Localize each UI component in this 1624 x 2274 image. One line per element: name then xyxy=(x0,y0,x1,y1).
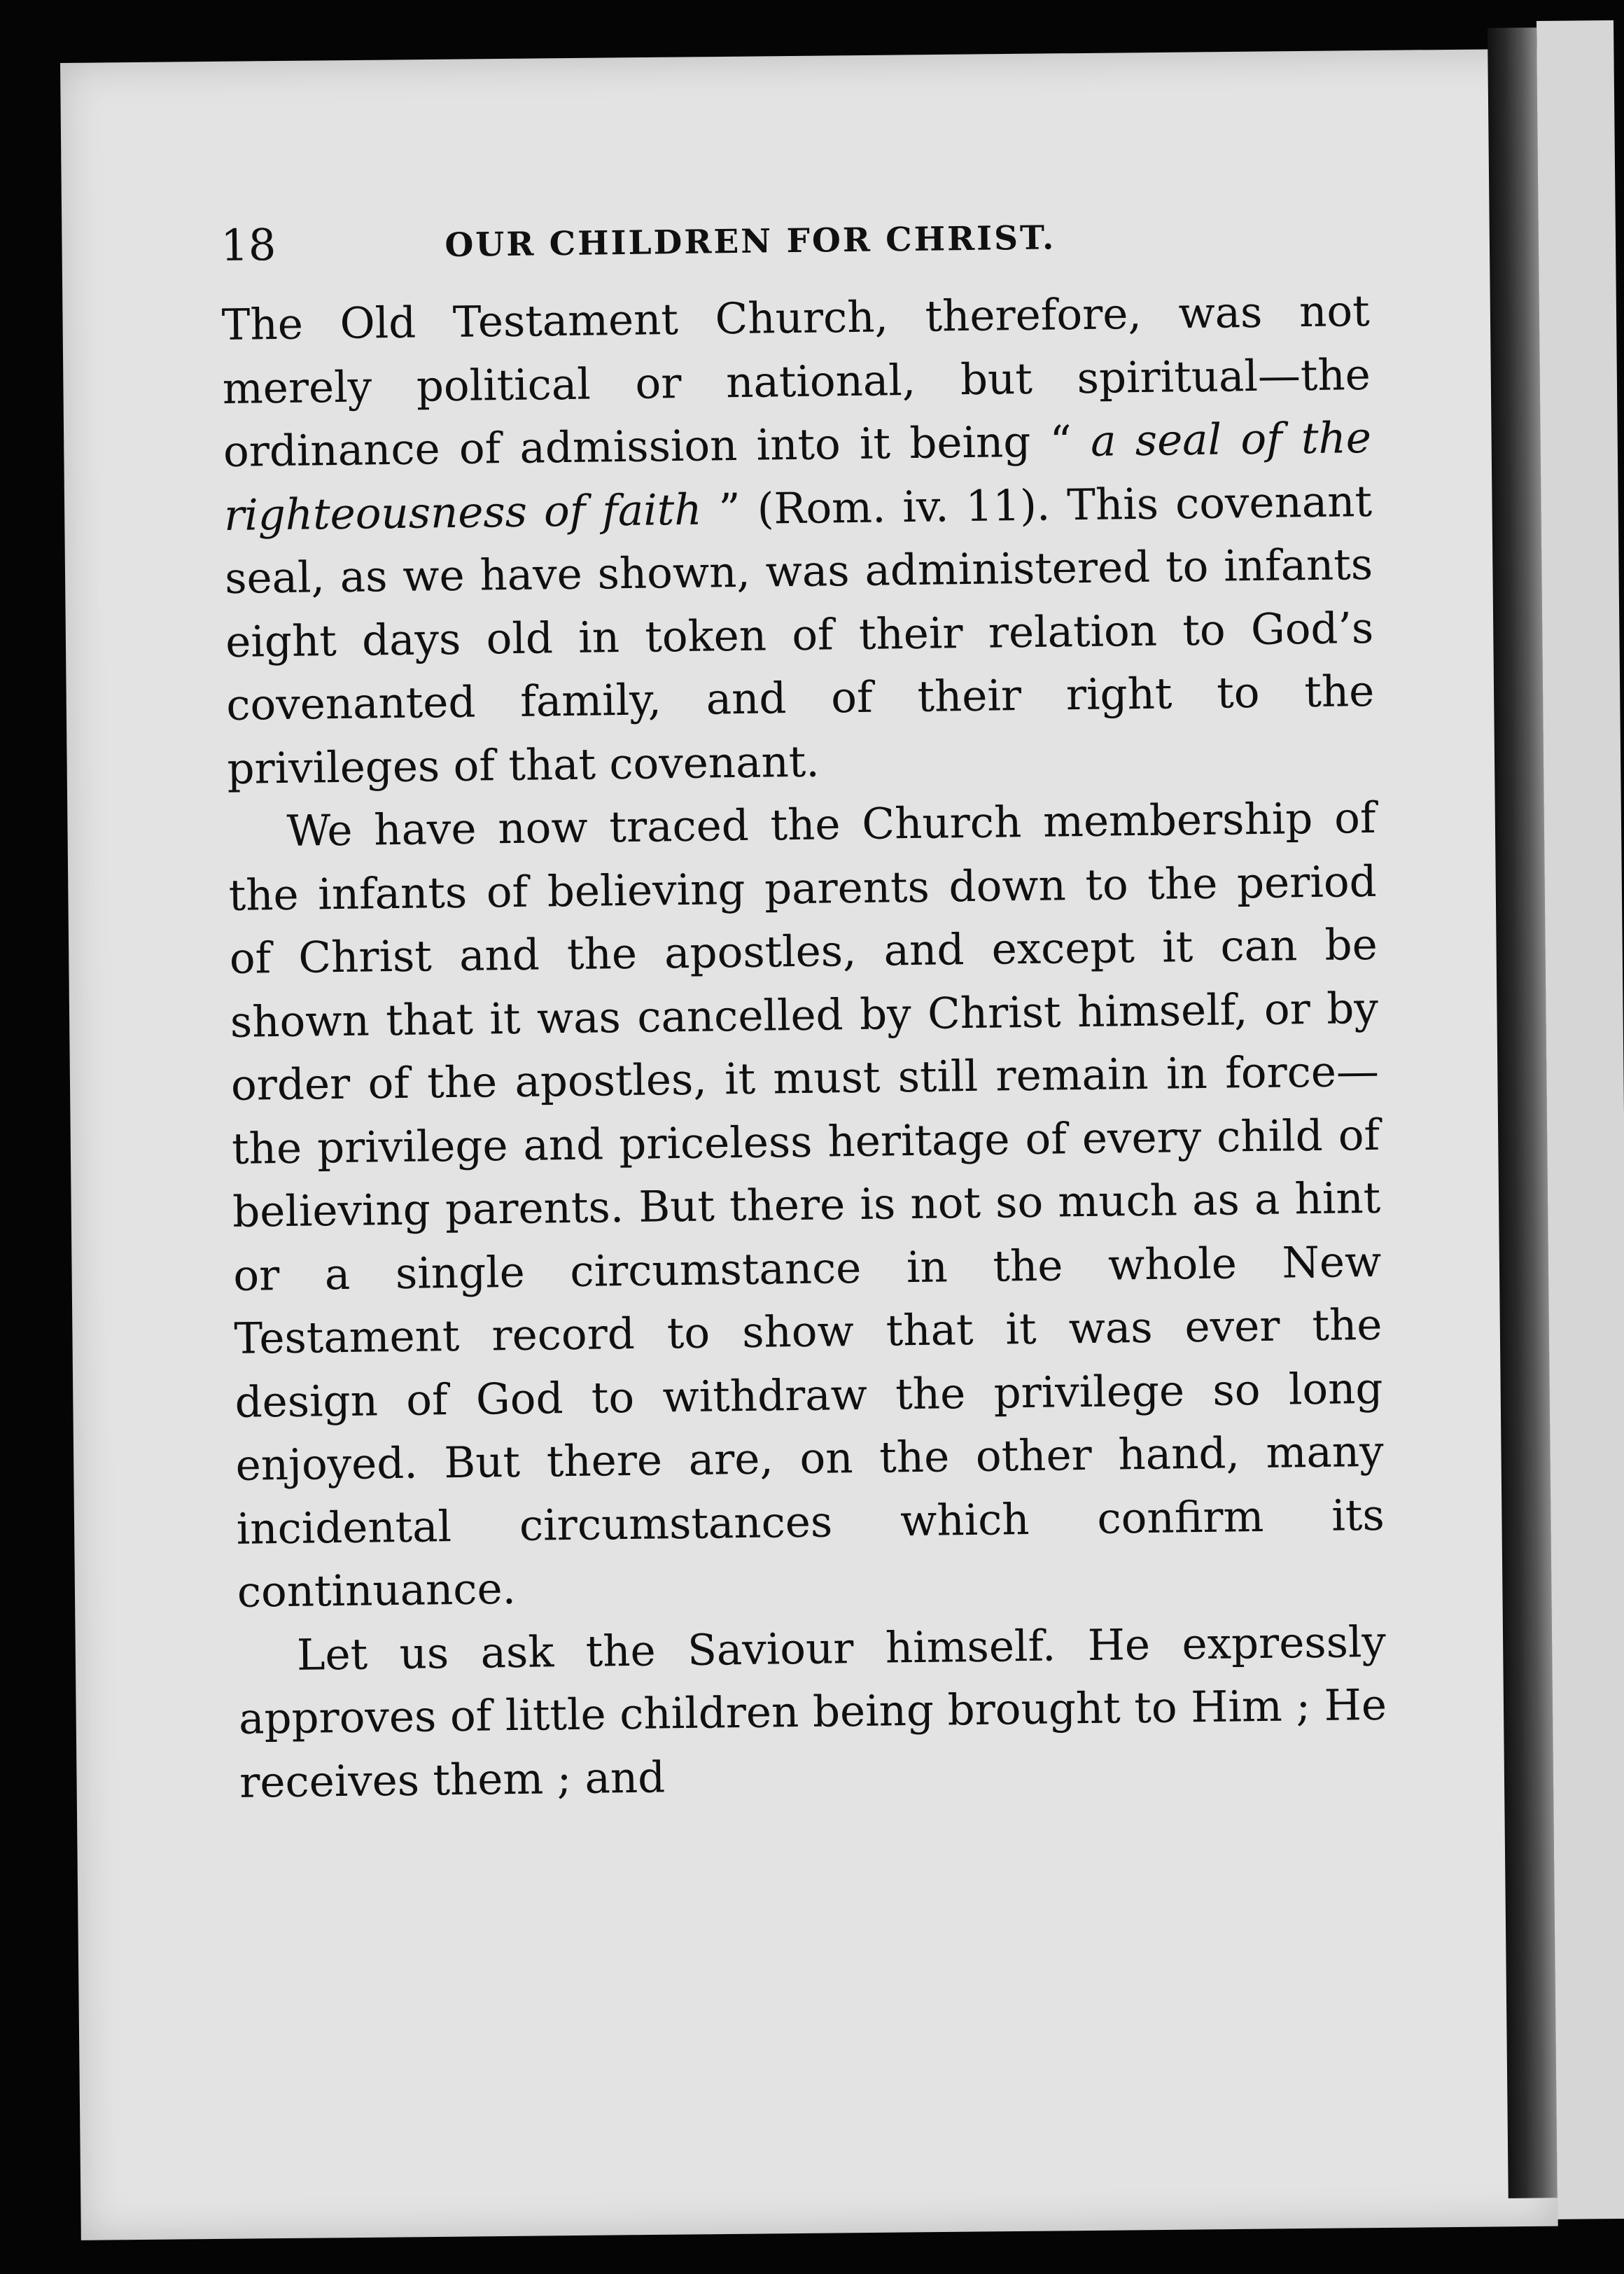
paragraph-2: We have now traced the Church membership of the infants of believing parents down to the period of Christ and the apostles, and except it can be shown that it was cancelled by Christ himself, or by order of the apostles, it must still remain in force—the privilege and priceless heritage of every child of believing parents. But there is not so much as a hint or a single circumstance in the whole New Testament record to show that it was ever the design of God to withdraw the privilege so long enjoyed. But there are, on the other hand, many incidental circumstances which confirm its continuance. xyxy=(228,793,1385,1617)
paragraph-1 xyxy=(221,280,1376,801)
paragraph-1-italic-quote: a seal of the righteousness of faith xyxy=(223,412,1372,540)
running-title: OUR CHILDREN FOR CHRIST. xyxy=(444,218,1056,265)
page-number: 18 xyxy=(220,219,276,271)
page-text-block xyxy=(220,210,1388,1815)
running-header xyxy=(220,210,1369,287)
paragraph-1-text-b: ” (Rom. iv. 11). This covenant seal, as we have shown, was administered to infants eight days old in token of their relation to God’s covenanted family, and of their right to the privileges of that covenant. xyxy=(224,476,1375,794)
paragraph-1-text-a: The Old Testament Church, therefore, was not merely political or national, but spiritual—the ordinance of admission into it being “ xyxy=(221,286,1371,477)
paragraph-3: Let us ask the Saviour himself. He expressly approves of little children being brought to Him ; He receives them ; and xyxy=(238,1617,1387,1808)
